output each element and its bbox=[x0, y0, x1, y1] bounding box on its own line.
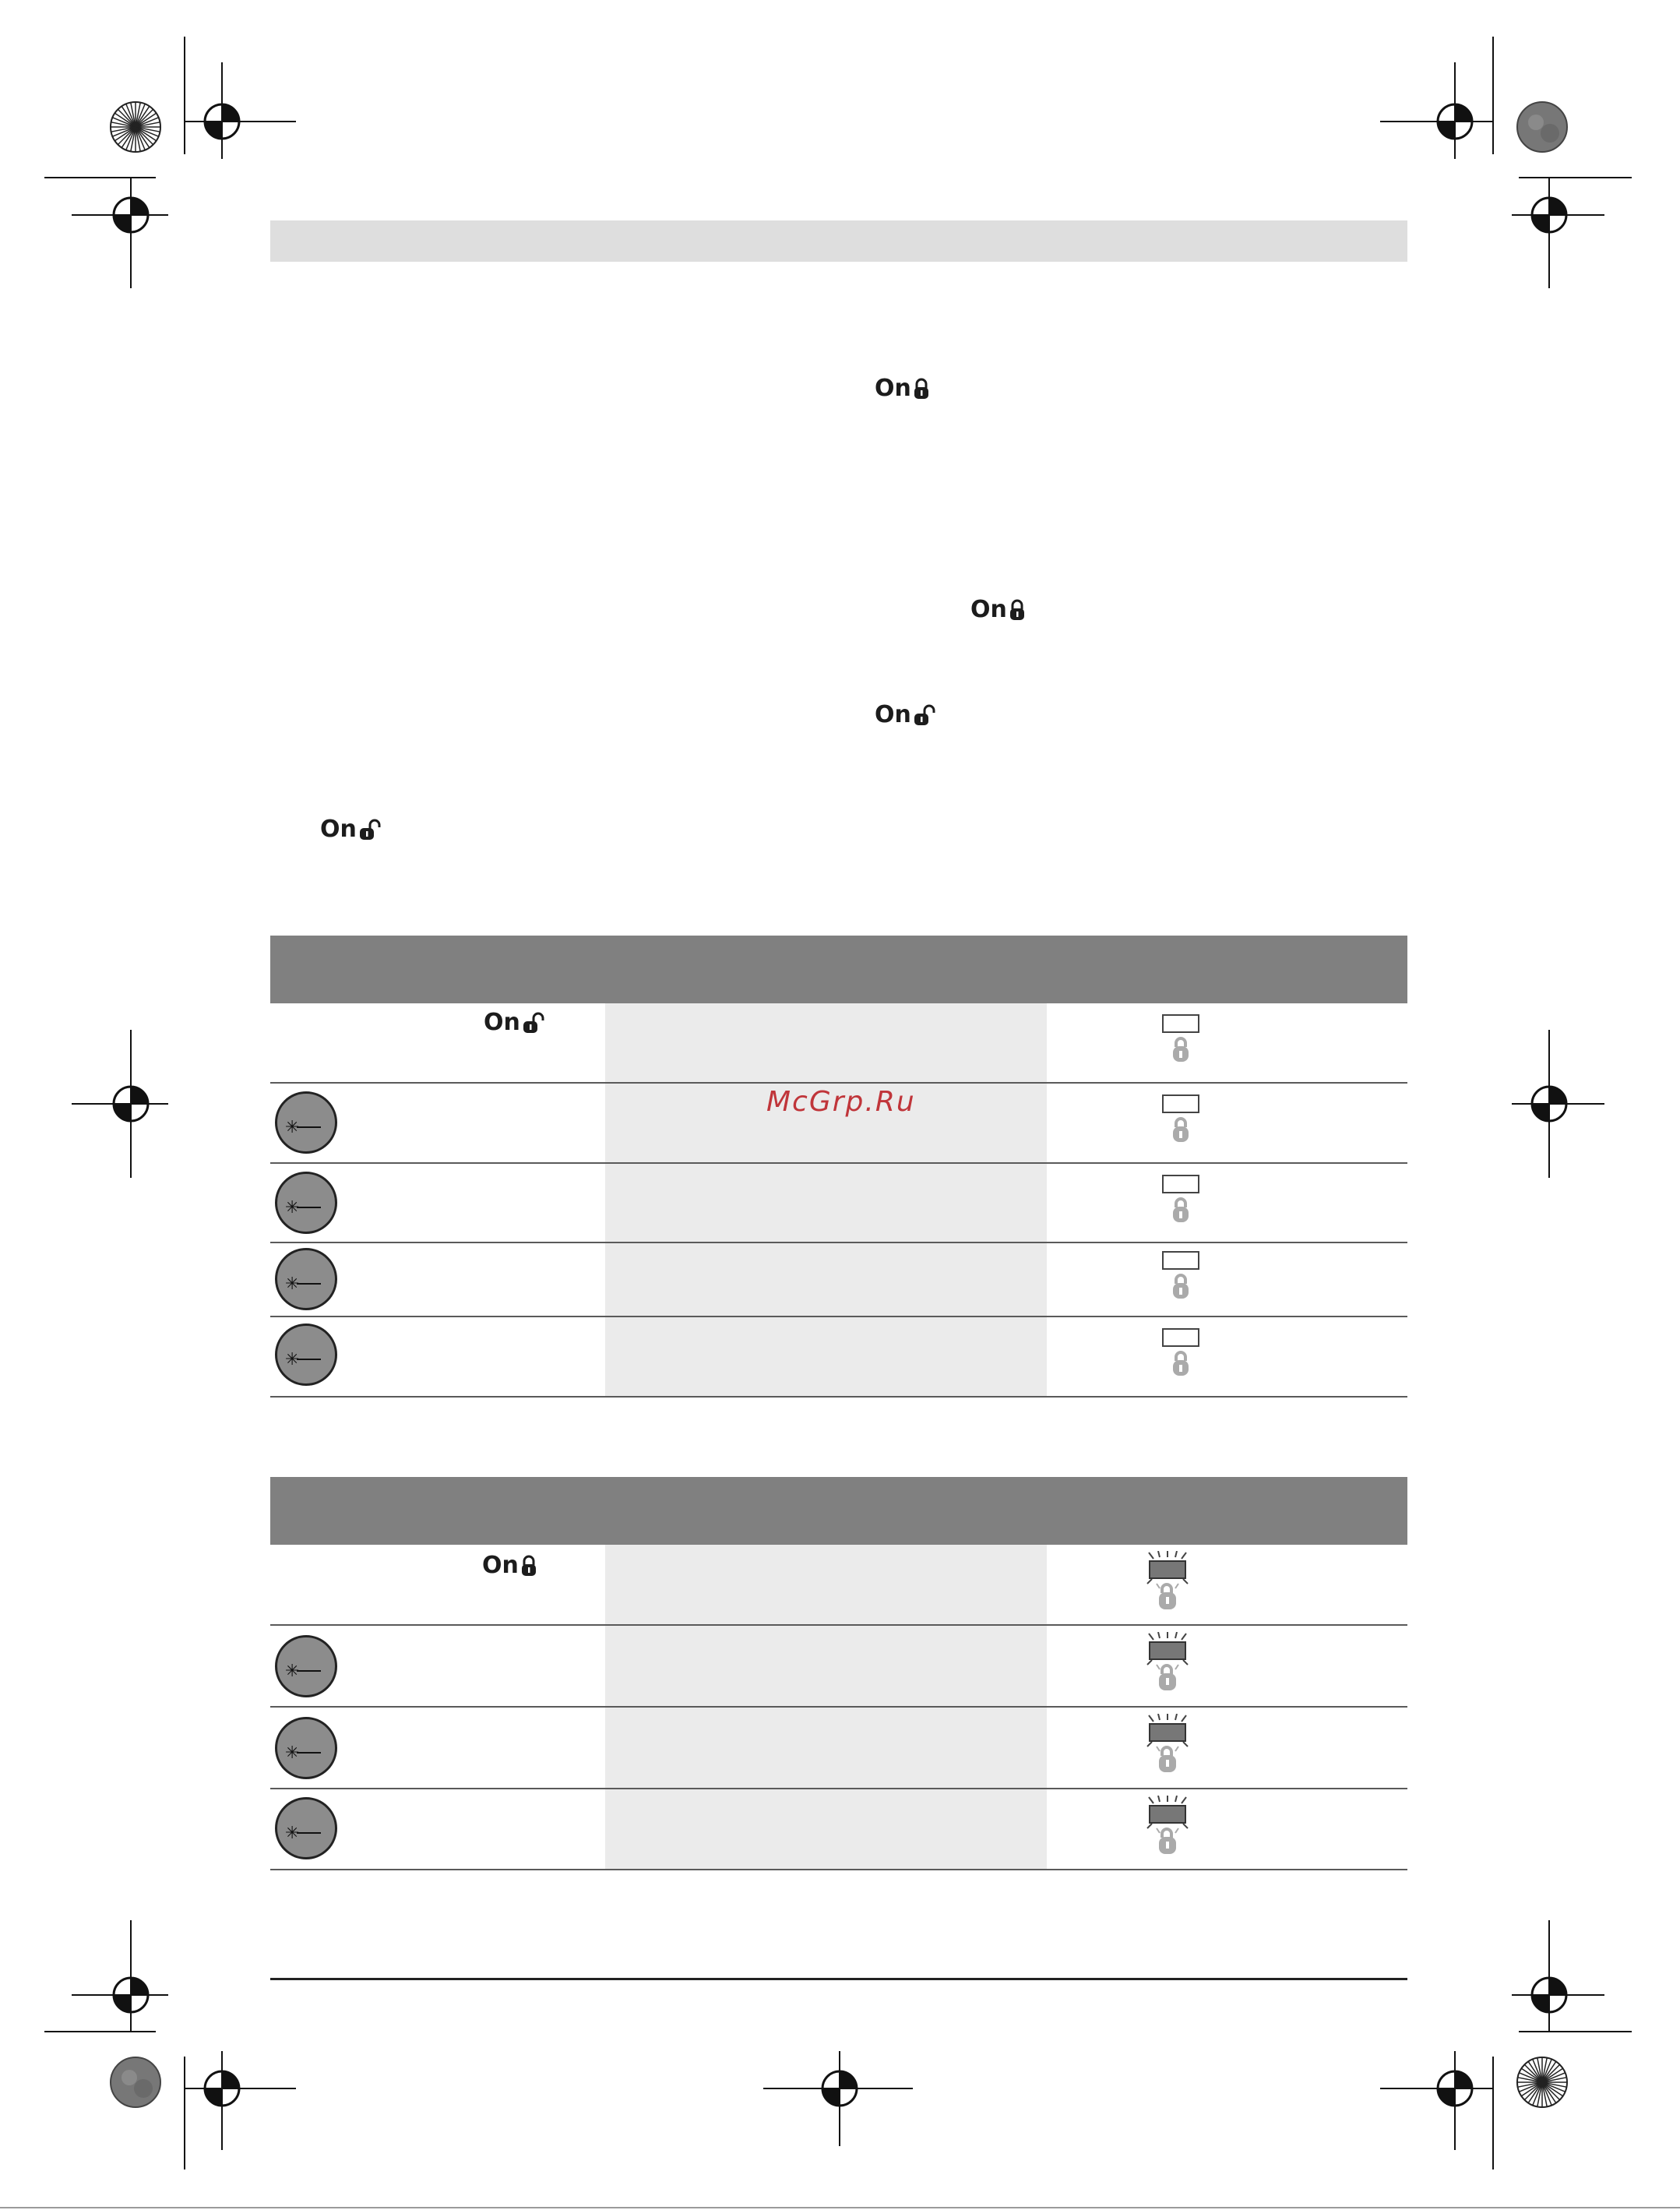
padlock-open-icon bbox=[358, 818, 382, 841]
laser-button-icon bbox=[275, 1635, 337, 1697]
display-steady-icon bbox=[1162, 1251, 1201, 1306]
header-bar bbox=[270, 220, 1407, 262]
display-blinking-icon bbox=[1136, 1632, 1199, 1702]
svg-text:✳: ✳ bbox=[285, 1662, 300, 1681]
padlock-closed-icon bbox=[1009, 598, 1026, 622]
table-header bbox=[270, 936, 1407, 1003]
padlock-open-icon bbox=[913, 703, 936, 727]
mode-table-unlocked bbox=[270, 936, 1407, 1398]
laser-button-icon bbox=[275, 1324, 337, 1386]
table-cell-description bbox=[605, 1317, 1047, 1396]
padlock-open-icon bbox=[522, 1011, 545, 1035]
display-blinking-icon bbox=[1136, 1796, 1199, 1866]
display-steady-icon bbox=[1162, 1094, 1201, 1149]
padlock-closed-icon bbox=[913, 377, 930, 400]
laser-button-icon bbox=[275, 1091, 337, 1154]
display-steady-icon bbox=[1162, 1014, 1201, 1069]
svg-text:✳: ✳ bbox=[285, 1198, 300, 1218]
table-cell-description bbox=[605, 1545, 1047, 1624]
laser-button-icon bbox=[275, 1172, 337, 1234]
table-row bbox=[270, 1164, 1407, 1243]
table-row bbox=[270, 1243, 1407, 1317]
footer-rule bbox=[270, 1978, 1407, 1980]
table-cell-description bbox=[605, 1243, 1047, 1316]
padlock-closed-icon bbox=[520, 1554, 537, 1577]
svg-text:✳: ✳ bbox=[285, 1274, 300, 1294]
on-text: On bbox=[482, 1552, 519, 1579]
table-row bbox=[270, 1626, 1407, 1708]
on-text: On bbox=[875, 701, 911, 728]
on-lock-label bbox=[970, 598, 1026, 622]
on-text: On bbox=[484, 1009, 520, 1036]
svg-text:✳: ✳ bbox=[285, 1824, 300, 1843]
table-row bbox=[270, 1545, 1407, 1626]
table-row bbox=[270, 1789, 1407, 1870]
on-text: On bbox=[875, 375, 911, 402]
on-text: On bbox=[320, 816, 357, 843]
on-text: On bbox=[970, 596, 1007, 623]
mode-table-locked bbox=[270, 1477, 1407, 1870]
display-steady-icon bbox=[1162, 1328, 1201, 1383]
on-lock-label bbox=[482, 1554, 537, 1577]
svg-text:✳: ✳ bbox=[285, 1350, 300, 1369]
svg-text:✳: ✳ bbox=[285, 1743, 300, 1763]
table-cell-description bbox=[605, 1164, 1047, 1242]
on-unlock-label bbox=[875, 703, 936, 727]
laser-button-icon bbox=[275, 1717, 337, 1779]
table-cell-description bbox=[605, 1708, 1047, 1788]
display-blinking-icon bbox=[1136, 1551, 1199, 1621]
table-row bbox=[270, 1003, 1407, 1084]
laser-button-icon bbox=[275, 1797, 337, 1859]
display-steady-icon bbox=[1162, 1175, 1201, 1229]
watermark-text: McGrp.Ru bbox=[766, 1086, 916, 1118]
page-bottom-edge bbox=[0, 2207, 1680, 2208]
on-unlock-label bbox=[484, 1011, 545, 1035]
table-cell-description bbox=[605, 1626, 1047, 1706]
laser-button-icon bbox=[275, 1248, 337, 1310]
table-row bbox=[270, 1708, 1407, 1789]
svg-text:✳: ✳ bbox=[285, 1118, 300, 1137]
table-header bbox=[270, 1477, 1407, 1545]
display-blinking-icon bbox=[1136, 1714, 1199, 1784]
table-cell-description bbox=[605, 1789, 1047, 1869]
table-row bbox=[270, 1317, 1407, 1398]
on-unlock-label bbox=[320, 818, 382, 841]
table-cell-description bbox=[605, 1003, 1047, 1082]
on-lock-label bbox=[875, 377, 930, 400]
